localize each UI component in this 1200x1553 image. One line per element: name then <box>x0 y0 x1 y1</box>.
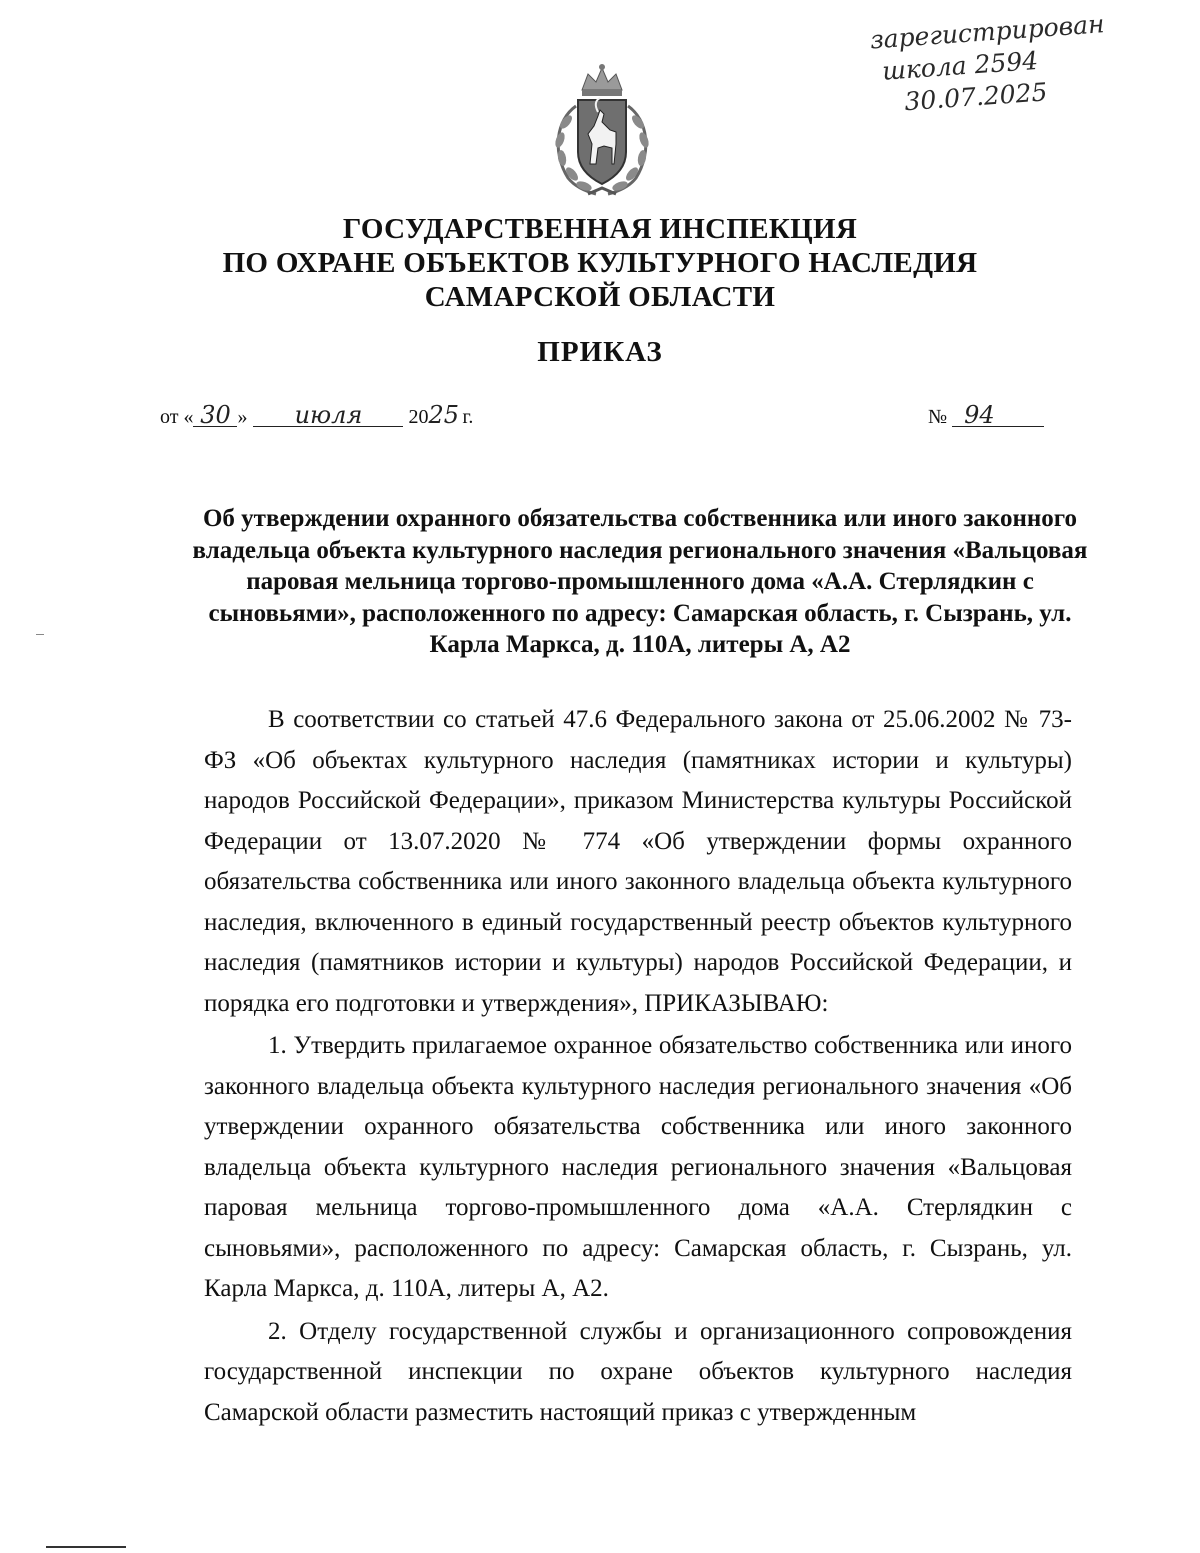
organization-name-line: ПО ОХРАНЕ ОБЪЕКТОВ КУЛЬТУРНОГО НАСЛЕДИЯ <box>222 247 978 279</box>
organization-name <box>150 212 1050 314</box>
number-value: 94 <box>952 404 1044 427</box>
registration-note-line: школа 2594 <box>881 45 1039 86</box>
body-item-1: 1. Утвердить прилагаемое охранное обязательство собственника или иного законного владельца объекта культурного наследия регионального значения «Об утверждении охранного обязательства собственника или иного законного владельца объекта культурного наследия регионального значения «Вальцовая паровая мельница торгово-промышленного дома «А.А. Стерлядкин с сыновьями», расположенного по адресу: Самарская область, г. Сызрань, ул. Карла Маркса, д. 110А, литеры А, А2. <box>204 1032 1072 1302</box>
date-day: 30 <box>193 404 237 427</box>
date-month: июля <box>253 404 403 427</box>
order-subject: Об утверждении охранного обязательства собственника или иного законного владельца объекта культурного наследия регионального значения «Вальцовая паровая мельница торгово-промышленного дома «А.А. Стерлядкин с сыновьями», расположенного по адресу: Самарская область, г. Сызрань, ул. Карла Маркса, д. 110А, литеры А, А2 <box>192 505 1088 658</box>
body-item-2: 2. Отделу государственной службы и организационного сопровождения государственной инспекции по охране объектов культурного наследия Самарской области разместить настоящий приказ с утвержденным <box>204 1317 1072 1426</box>
date-suffix: г. <box>462 406 474 428</box>
document-type-title: ПРИКАЗ <box>537 336 663 368</box>
order-number <box>928 401 1044 429</box>
document-body <box>204 700 1072 1433</box>
date-year-prefix: 20 <box>408 406 429 428</box>
organization-name-line: САМАРСКОЙ ОБЛАСТИ <box>424 281 776 313</box>
date-year-suffix: 25 <box>428 401 460 429</box>
organization-name-line: ГОСУДАРСТВЕННАЯ ИНСПЕКЦИЯ <box>342 213 858 245</box>
order-date <box>160 401 474 429</box>
footnote-divider <box>46 1546 126 1548</box>
registration-note-line: зарегистрирован <box>869 9 1106 55</box>
body-preamble: В соответствии со статьей 47.6 Федерального закона от 25.06.2002 № 73-ФЗ «Об объектах культурного наследия (памятниках истории и культуры) народов Российской Федерации», приказом Министерства культуры Российской Федерации от 13.07.2020 № 774 «Об утверждении формы охранного обязательства собственника или иного законного владельца объекта культурного наследия, включенного в единый государственный реестр объектов культурного наследия (памятников истории и культуры) народов Российской Федерации, и порядка его подготовки и утверждения», ПРИКАЗЫВАЮ: <box>204 706 1072 1017</box>
samara-coat-of-arms-icon <box>538 60 666 200</box>
number-label: № <box>928 406 948 428</box>
scan-mark <box>36 634 44 635</box>
date-mid: » <box>237 406 248 428</box>
handwritten-registration-note <box>869 4 1175 121</box>
date-prefix: от « <box>160 406 194 428</box>
registration-note-date: 30.07.2025 <box>903 77 1049 117</box>
